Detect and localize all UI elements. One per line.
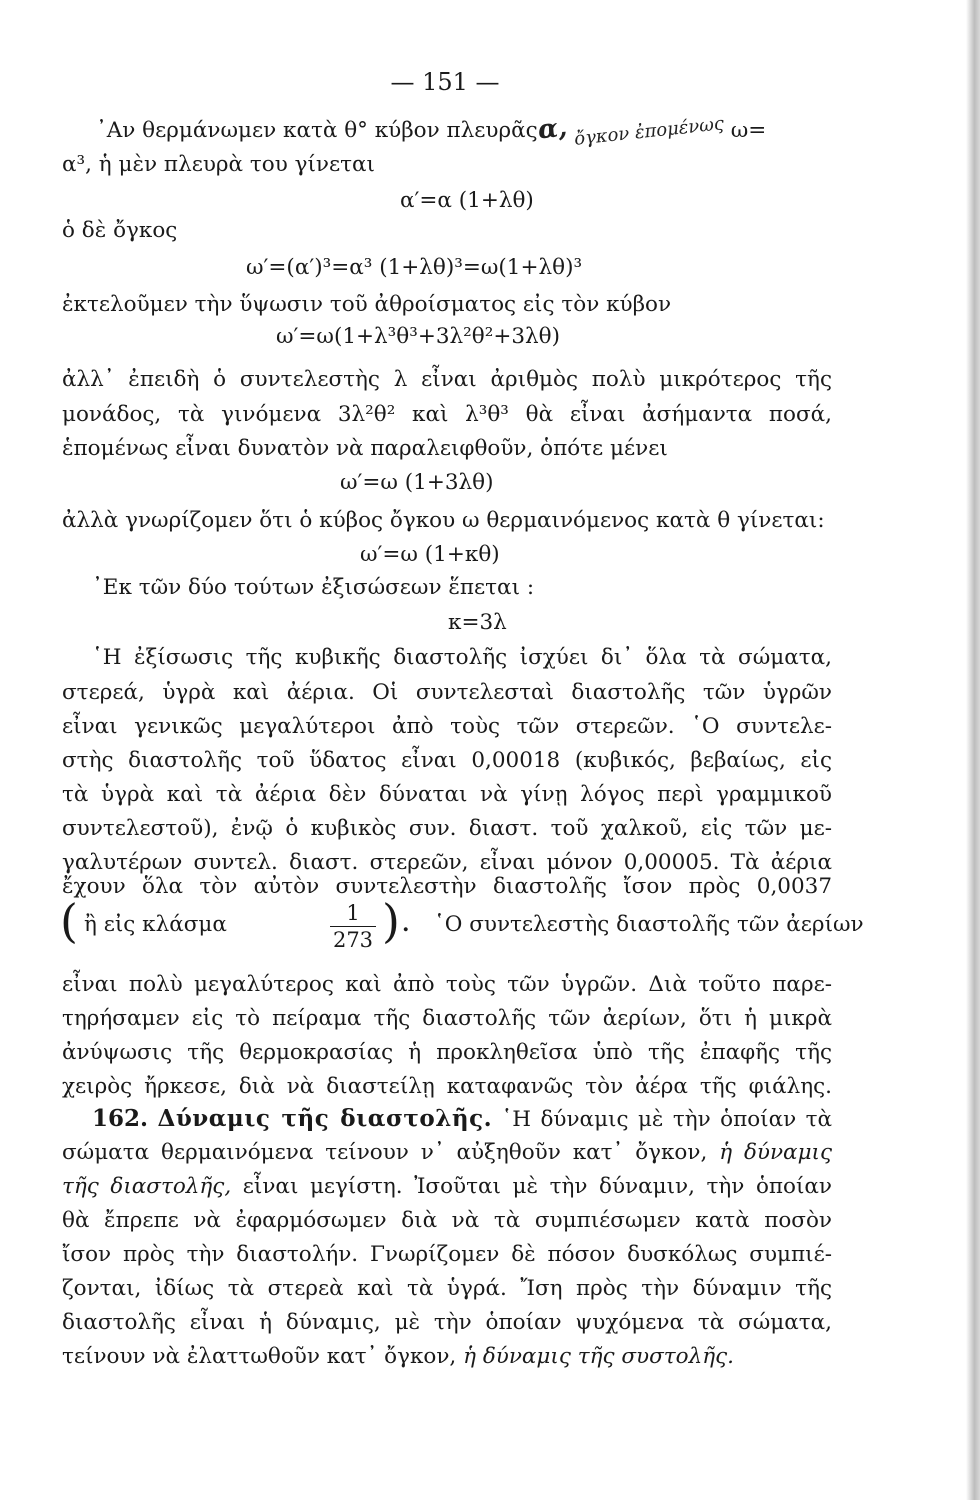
text-line-21: ἀνύψωσις τῆς θερμοκρασίας ἡ προκληθεῖσα ὑπὸ τῆς ἐπαφῆς τῆς	[62, 1040, 832, 1065]
text-line-29: διαστολῆς εἶναι ἡ δύναμις, μὲ τὴν ὁποίαν ψυχόμενα τὰ σώματα,	[62, 1310, 832, 1335]
equation-2: ω′=(α′)³=α³ (1+λθ)³=ω(1+λθ)³	[246, 255, 583, 280]
equation-3: ω′=ω(1+λ³θ³+3λ²θ²+3λθ)	[276, 324, 561, 349]
fraction-denominator: 273	[332, 928, 374, 952]
text-line-28: ζονται, ἰδίως τὰ στερεὰ καὶ τὰ ὑγρά. Ἴση πρὸς τὴν δύναμιν τῆς	[62, 1276, 832, 1301]
text-line-17: ἔχουν ὅλα τὸν αὐτὸν συντελεστὴν διαστολῆς ἴσον πρὸς 0,0037	[62, 874, 832, 899]
section-number: 162.	[92, 1105, 149, 1132]
text-line-2: α³, ἡ μὲν πλευρὰ του γίνεται	[62, 152, 375, 177]
text-line-5: ἀλλ᾿ ἐπειδὴ ὁ συντελεστὴς λ εἶναι ἀριθμὸς πολὺ μικρότερος τῆς	[62, 367, 832, 392]
line-24-emphasis: ἡ δύναμις	[719, 1140, 833, 1165]
text-line-10: ῾Η ἐξίσωσις τῆς κυβικῆς διαστολῆς ἰσχύει δι᾿ ὅλα τὰ σώματα,	[92, 645, 832, 670]
line-25-text: εἶναι μεγίστη. Ἰσοῦται μὲ τὴν δύναμιν, τὴν ὁποίαν	[242, 1174, 832, 1199]
equation-5: ω′=ω (1+κθ)	[360, 542, 500, 567]
right-parenthesis: )	[382, 894, 400, 948]
section-heading-line	[92, 1104, 832, 1135]
text-line-7: ἑπομένως εἶναι δυνατὸν νὰ παραλειφθοῦν, ὁπότε μένει	[62, 436, 668, 461]
text-line-14: τὰ ὑγρὰ καὶ τὰ ἀέρια δὲν δύναται νὰ γίνῃ λόγος περὶ γραμμικοῦ	[62, 782, 832, 807]
line-30-text: τείνουν νὰ ἐλαττωθοῦν κατ᾿ ὄγκον,	[62, 1344, 457, 1369]
text-line-19: εἶναι πολὺ μεγαλύτερος καὶ ἀπὸ τοὺς τῶν ὑγρῶν. Διὰ τοῦτο παρε-	[62, 972, 832, 997]
text-line-22: χειρὸς ἤρκεσε, διὰ νὰ διαστείλῃ καταφανῶς τὸν ἀέρα τῆς φιάλης.	[62, 1074, 832, 1099]
fraction-line	[60, 894, 864, 960]
text-line-8: ἀλλὰ γνωρίζομεν ὅτι ὁ κύβος ὄγκου ω θερμαινόμενος κατὰ θ γίνεται:	[62, 508, 825, 533]
text-line-9: ᾿Εκ τῶν δύο τούτων ἐξισώσεων ἕπεται :	[92, 575, 535, 600]
text-line-24	[62, 1138, 832, 1168]
text-line-26: θὰ ἔπρεπε νὰ ἐφαρμόσωμεν διὰ νὰ τὰ συμπιέσωμεν κατὰ ποσὸν	[62, 1208, 832, 1233]
left-parenthesis: (	[60, 894, 78, 948]
equation-6: κ=3λ	[448, 610, 507, 635]
fraction-suffix: ῾Ο συντελεστὴς διαστολῆς τῶν ἀερίων	[434, 912, 864, 937]
equation-1: α′=α (1+λθ)	[400, 188, 534, 213]
fraction-period: .	[402, 912, 410, 937]
equation-4: ω′=ω (1+3λθ)	[340, 470, 494, 495]
line-24-text: σώματα θερμαινόμενα τείνουν ν᾿ αὐξηθοῦν κατ᾿ ὄγκον,	[62, 1140, 708, 1165]
text-line-25	[62, 1172, 832, 1202]
text-line-12: εἶναι γενικῶς μεγαλύτεροι ἀπὸ τοὺς τῶν στερεῶν. ῾Ο συντελε-	[62, 714, 832, 739]
handwritten-alpha: α,	[536, 112, 569, 146]
handwritten-annotation: ὄγκον ἐπομένως	[572, 113, 725, 150]
fraction-numerator: 1	[346, 901, 360, 925]
text-line-3: ὁ δὲ ὄγκος	[62, 218, 178, 243]
text-line-15: συντελεστοῦ), ἐνῷ ὁ κυβικὸς συν. διαστ. τοῦ χαλκοῦ, εἰς τῶν με-	[62, 816, 832, 841]
text-line-16: γαλυτέρων συντελ. διαστ. στερεῶν, εἶναι μόνον 0,00005. Τὰ ἀέρια	[62, 850, 832, 875]
text-line-30	[62, 1342, 832, 1372]
text-line-20: τηρήσαμεν εἰς τὸ πείραμα τῆς διαστολῆς τῶν ἀερίων, ὅτι ἡ μικρὰ	[62, 1006, 832, 1031]
fraction	[328, 900, 378, 953]
line-1-end: ω=	[730, 118, 767, 143]
text-line-4: ἐκτελοῦμεν τὴν ὕψωσιν τοῦ ἀθροίσματος εἰς τὸν κύβον	[62, 292, 672, 317]
text-line-13: στὴς διαστολῆς τοῦ ὕδατος εἶναι 0,00018 (κυβικός, βεβαίως, εἰς	[62, 748, 832, 773]
page-number: — 151 —	[390, 68, 500, 96]
scan-shadow-edge	[966, 0, 980, 1500]
section-intro: ῾Η δύναμις μὲ τὴν ὁποίαν τὰ	[501, 1107, 833, 1132]
line-25-emphasis: τῆς διαστολῆς,	[62, 1174, 232, 1199]
line-1-text: ᾿Αν θερμάνωμεν κατὰ θ° κύβον πλευρᾶς	[96, 118, 538, 143]
fraction-prefix: ἢ εἰς κλάσμα	[84, 912, 227, 937]
section-title: Δύναμις τῆς διαστολῆς.	[157, 1105, 493, 1132]
text-line-11: στερεά, ὑγρὰ καὶ ἀέρια. Οἱ συντελεσταὶ διαστολῆς τῶν ὑγρῶν	[62, 680, 832, 705]
line-30-emphasis: ἡ δύναμις τῆς συστολῆς.	[463, 1344, 735, 1369]
text-line-27: ἴσον πρὸς τὴν διαστολήν. Γνωρίζομεν δὲ πόσον δυσκόλως συμπιέ-	[62, 1242, 832, 1267]
text-line-6: μονάδος, τὰ γινόμενα 3λ²θ² καὶ λ³θ³ θὰ εἶναι ἀσήμαντα ποσά,	[62, 402, 832, 427]
text-line-1	[96, 112, 836, 150]
